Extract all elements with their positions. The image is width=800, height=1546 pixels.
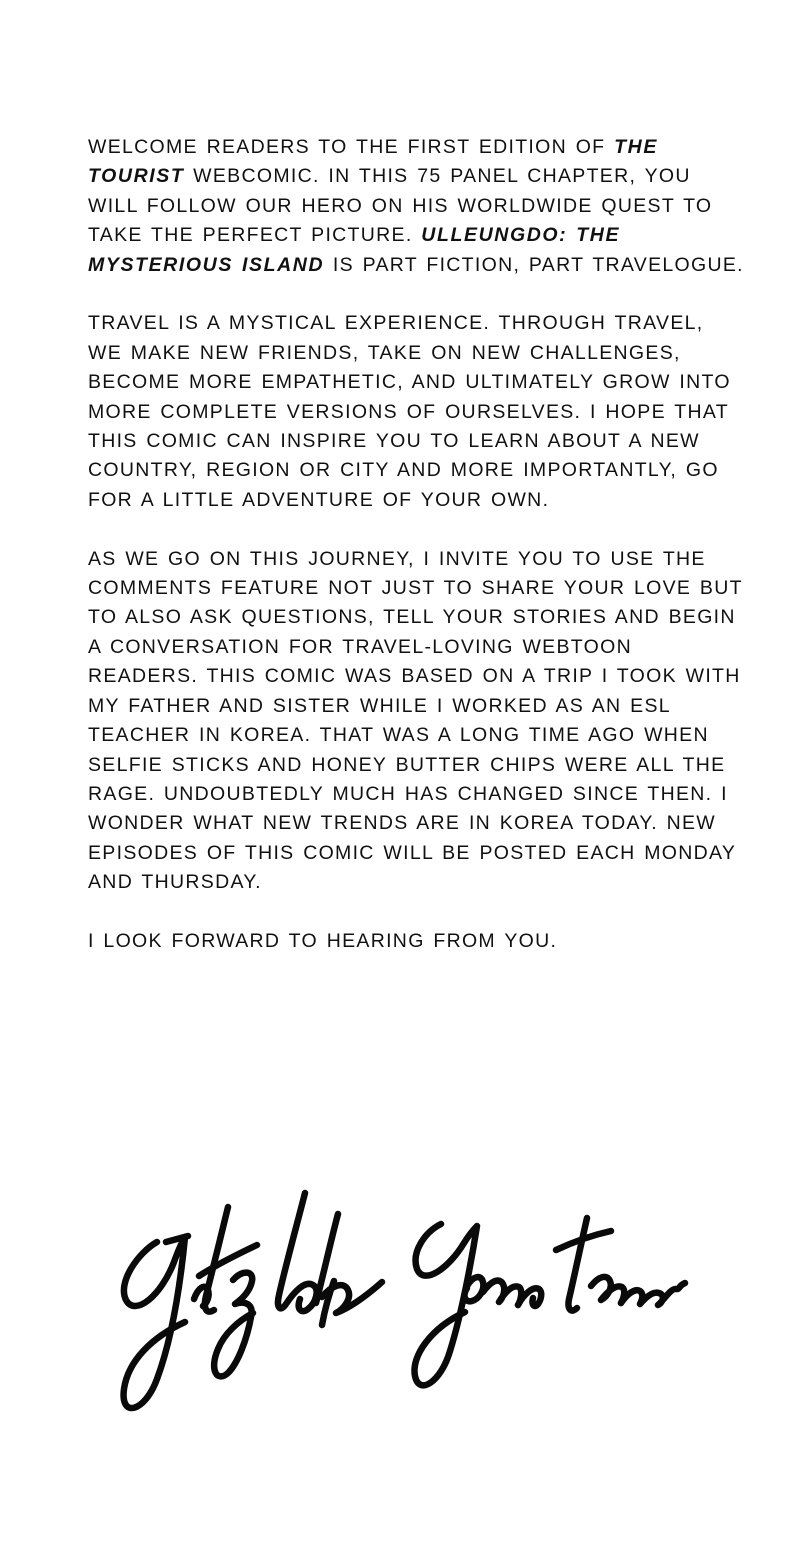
paragraph-welcome-text-2: WEBCOMIC. IN THIS 75 PANEL CHAPTER, YOU WILL FOLLOW OUR HERO ON HIS WORLDWIDE QUEST TO TAKE THE PERFECT PICTURE. <box>88 165 713 247</box>
letter-body <box>88 133 744 956</box>
paragraph-welcome-text-3: IS PART FICTION, PART TRAVELOGUE. <box>324 253 744 276</box>
paragraph-welcome-text-1: WELCOME READERS TO THE FIRST EDITION OF <box>88 136 615 158</box>
paragraph-journey-comments: AS WE GO ON THIS JOURNEY, I INVITE YOU TO USE THE COMMENTS FEATURE NOT JUST TO SHARE YOUR LOVE BUT TO ALSO ASK QUESTIONS, TELL YOUR STORIES AND BEGIN A CONVERSATION FOR TRAVEL-LOVING WEBTOON READERS. THIS COMIC WAS BASED ON A TRIP I TOOK WITH MY FATHER AND SISTER WHILE I WORKED AS AN ESL TEACHER IN KOREA. THAT WAS A LONG TIME AGO WHEN SELFIE STICKS AND HONEY BUTTER CHIPS WERE ALL THE RAGE. UNDOUBTEDLY MUCH HAS CHANGED SINCE THEN. I WONDER WHAT NEW TRENDS ARE IN KOREA TODAY. NEW EPISODES OF THIS COMIC WILL BE POSTED EACH MONDAY AND THURSDAY. <box>88 547 743 894</box>
paragraph-travel-mystical: TRAVEL IS A MYSTICAL EXPERIENCE. THROUGH TRAVEL, WE MAKE NEW FRIENDS, TAKE ON NEW CHALLENGES, BECOME MORE EMPATHETIC, AND ULTIMATELY GROW INTO MORE COMPLETE VERSIONS OF OURSELVES. I HOPE THAT THIS COMIC CAN INSPIRE YOU TO LEARN ABOUT A NEW COUNTRY, REGION OR CITY AND MORE IMPORTANTLY, GO FOR A LITTLE ADVENTURE OF YOUR OWN. <box>88 312 731 511</box>
paragraph-welcome <box>88 133 744 280</box>
paragraph-closing: I LOOK FORWARD TO HEARING FROM YOU. <box>88 929 558 952</box>
signature-handwriting-svg <box>95 1186 715 1434</box>
comic-title-the-tourist: THE TOURIST <box>88 136 658 188</box>
chapter-title-ulleungdo: ULLEUNGDO: THE MYSTERIOUS ISLAND <box>88 224 621 276</box>
signature-image <box>95 1186 715 1434</box>
